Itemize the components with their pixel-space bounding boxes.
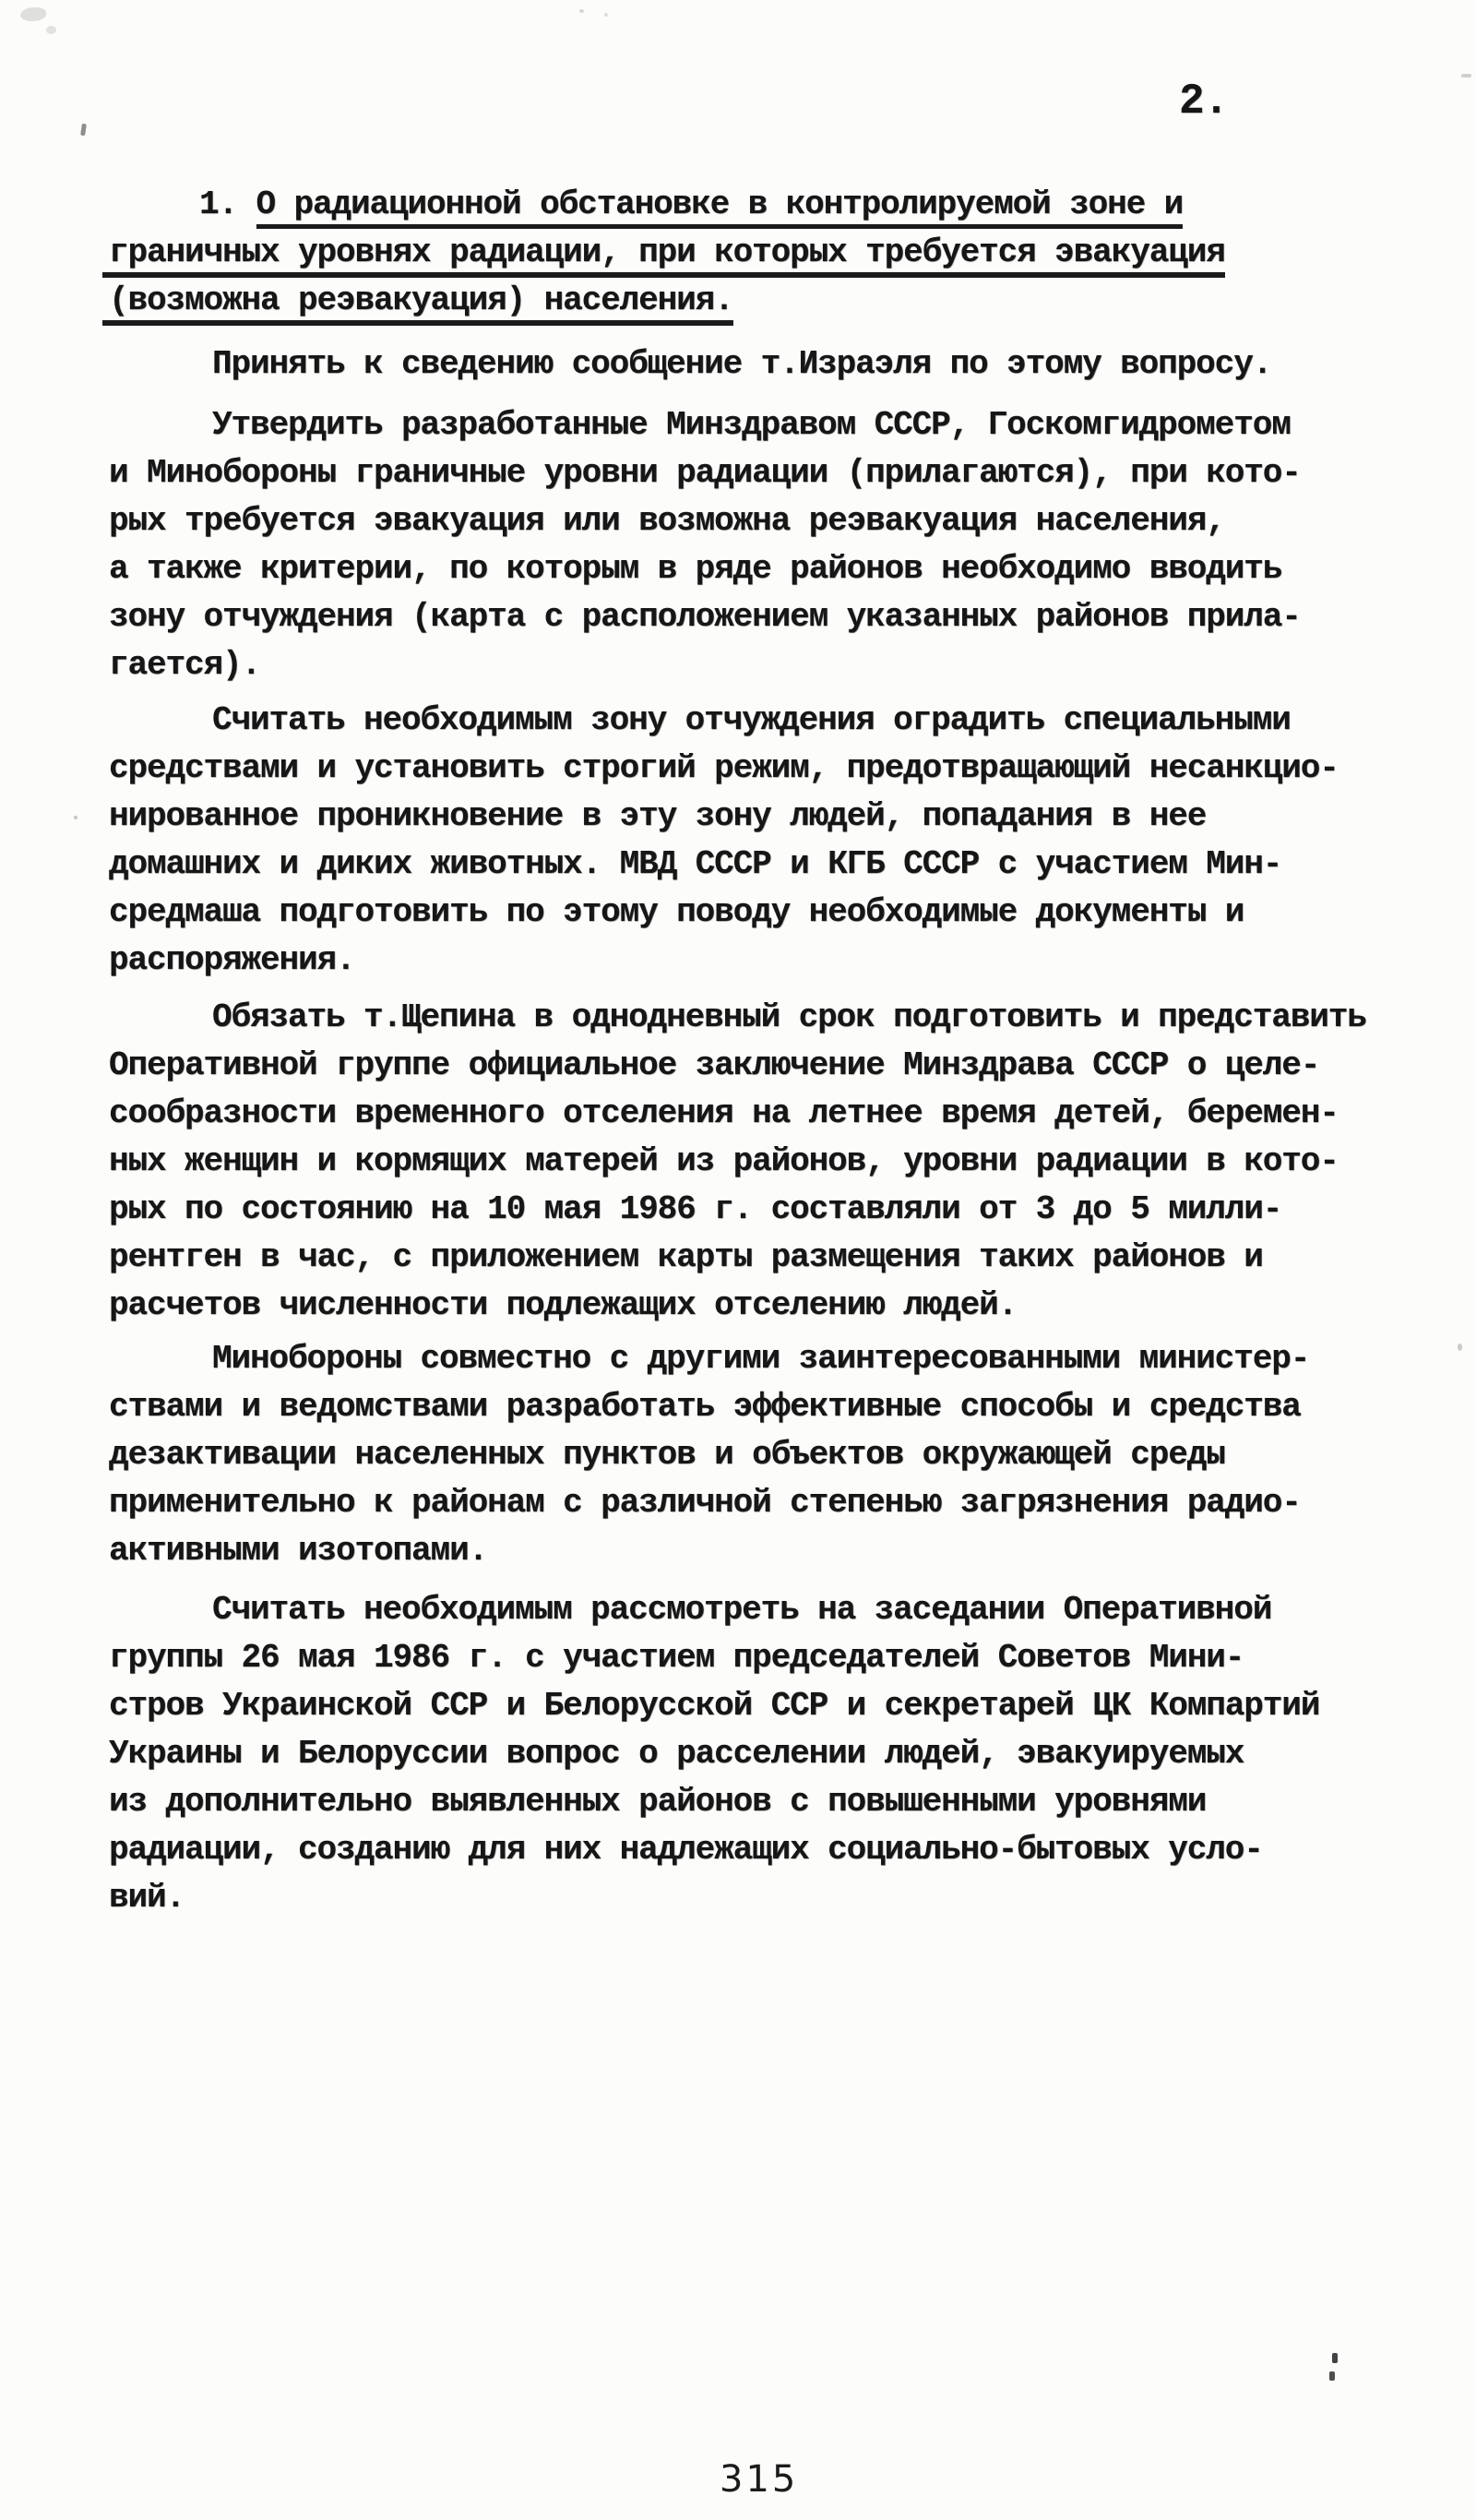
- text-line: группы 26 мая 1986 г. с участием председателей Советов Мини-: [109, 1639, 1244, 1677]
- text-line: ных женщин и кормящих матерей из районов, уровни радиации в кото-: [109, 1142, 1339, 1180]
- section-heading: [109, 181, 1446, 325]
- text-line: активными изотопами.: [109, 1532, 488, 1570]
- text-line: средствами и установить строгий режим, предотвращающий несанкцио-: [109, 749, 1339, 787]
- paragraph: [109, 401, 1446, 689]
- text-line: нированное проникновение в эту зону людей, попадания в нее: [109, 797, 1207, 835]
- text-line: и Минобороны граничные уровни радиации (прилагаются), при кото-: [109, 454, 1301, 492]
- text-line: домашних и диких животных. МВД СССР и КГБ СССР с участием Мин-: [109, 845, 1282, 883]
- scan-speck: [604, 13, 608, 17]
- text-line: Считать необходимым рассмотреть на заседании Оперативной: [212, 1591, 1272, 1629]
- paragraph: [109, 1335, 1446, 1575]
- text-line: распоряжения.: [109, 941, 355, 979]
- scan-mark: [1332, 2353, 1338, 2363]
- text-line: средмаша подготовить по этому поводу необходимые документы и: [109, 893, 1244, 931]
- scan-speck: [1458, 1344, 1462, 1351]
- text-line: из дополнительно выявленных районов с повышенными уровнями: [109, 1783, 1207, 1821]
- paragraph: [109, 1586, 1446, 1922]
- text-line: рентген в час, с приложением карты размещения таких районов и: [109, 1238, 1263, 1276]
- scan-smudge: [46, 26, 56, 34]
- document-body: [109, 181, 1446, 1922]
- text-line: зону отчуждения (карта с расположением указанных районов прила-: [109, 598, 1301, 636]
- heading-text: (возможна реэвакуация) населения.: [102, 281, 733, 326]
- text-line: расчетов численности подлежащих отселению людей.: [109, 1286, 1018, 1324]
- text-line: дезактивации населенных пунктов и объектов окружающей среды: [109, 1436, 1225, 1474]
- heading-line: [109, 277, 1446, 325]
- scan-speck: [74, 816, 77, 819]
- text-line: ствами и ведомствами разработать эффективные способы и средства: [109, 1388, 1301, 1426]
- text-line: стров Украинской ССР и Белорусской ССР и секретарей ЦК Компартий: [109, 1687, 1320, 1725]
- paragraph: [109, 697, 1446, 985]
- text-line: а также критерии, по которым в ряде районов необходимо вводить: [109, 550, 1282, 588]
- text-line: Считать необходимым зону отчуждения оградить специальными: [212, 701, 1291, 739]
- paragraphs: [109, 340, 1446, 1922]
- heading-line: [109, 181, 1446, 229]
- scan-mark: [1329, 2371, 1335, 2381]
- text-line: радиации, созданию для них надлежащих социально-бытовых усло-: [109, 1831, 1263, 1869]
- text-line: рых по состоянию на 10 мая 1986 г. составляли от 3 до 5 милли-: [109, 1190, 1282, 1228]
- scan-smudge: [20, 7, 46, 21]
- heading-text: О радиационной обстановке в контролируемой зоне и: [256, 185, 1184, 229]
- scan-speck: [579, 9, 584, 13]
- text-line: гается).: [109, 646, 261, 684]
- page-number-top: 2.: [1179, 78, 1229, 125]
- text-line: Обязать т.Щепина в однодневный срок подготовить и представить: [212, 998, 1366, 1036]
- text-line: Утвердить разработанные Минздравом СССР, Госкомгидрометом: [212, 406, 1291, 444]
- text-line: вий.: [109, 1879, 185, 1917]
- scan-mark: [80, 124, 87, 137]
- text-line: сообразности временного отселения на летнее время детей, беремен-: [109, 1094, 1339, 1132]
- text-line: применительно к районам с различной степенью загрязнения радио-: [109, 1484, 1301, 1522]
- heading-text: граничных уровнях радиации, при которых требуется эвакуация: [102, 233, 1225, 278]
- heading-number: 1.: [199, 185, 256, 223]
- text-line: Минобороны совместно с другими заинтересованными министер-: [212, 1340, 1310, 1378]
- text-line: Украины и Белоруссии вопрос о расселении людей, эвакуируемых: [109, 1735, 1244, 1773]
- text-line: Принять к сведению сообщение т.Израэля по этому вопросу.: [212, 345, 1272, 383]
- folio-page-number: 315: [720, 2458, 799, 2501]
- text-line: Оперативной группе официальное заключение Минздрава СССР о целе-: [109, 1046, 1320, 1084]
- paragraph: [109, 994, 1446, 1330]
- paragraph: [109, 340, 1446, 388]
- scan-speck: [1461, 74, 1471, 78]
- text-line: рых требуется эвакуация или возможна реэвакуация населения,: [109, 502, 1225, 540]
- heading-line: [109, 229, 1446, 277]
